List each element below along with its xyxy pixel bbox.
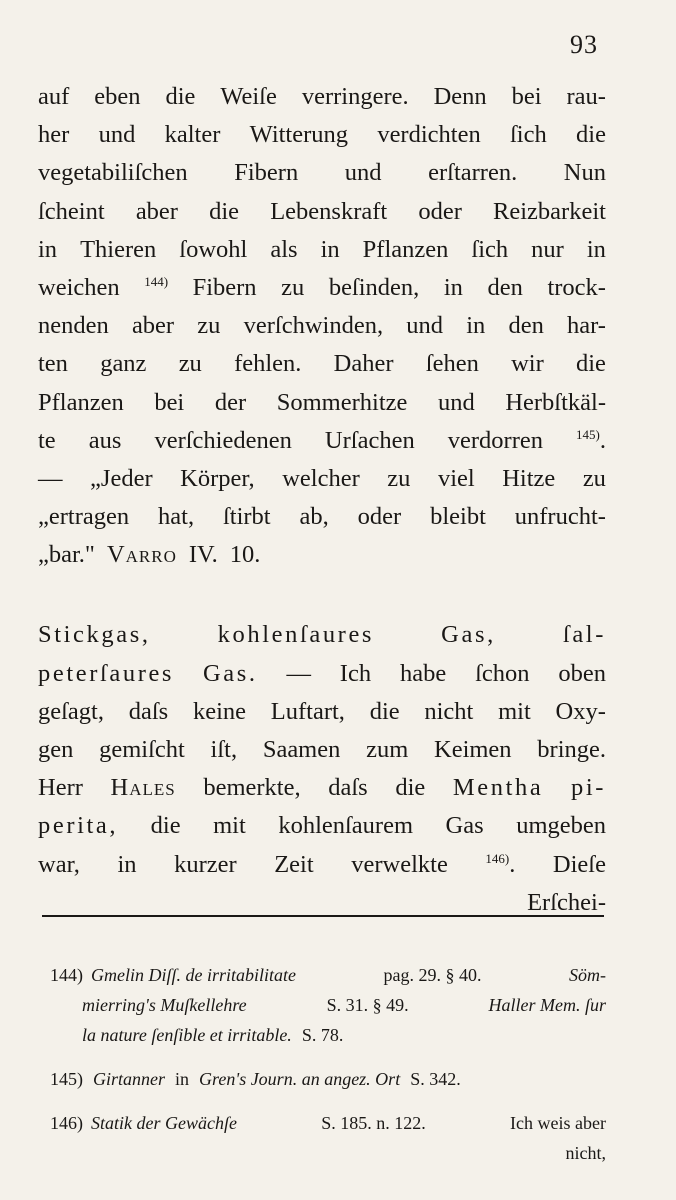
word: ſtirbt <box>222 503 271 531</box>
catchword: Erſchei- <box>527 888 606 916</box>
word: perita, <box>38 812 119 840</box>
word: har- <box>567 312 606 340</box>
word: zu <box>178 350 202 378</box>
word: Körper, <box>180 464 255 492</box>
page-number: 93 <box>570 30 598 59</box>
footnote-text: S. 342. <box>410 1069 461 1089</box>
word: nur <box>531 235 564 263</box>
word: Hitze <box>502 464 556 492</box>
word: Reizbarkeit <box>493 197 606 225</box>
footnote-text: Söm- <box>569 965 606 985</box>
word: ab, <box>299 503 329 531</box>
word: trock- <box>547 273 606 301</box>
footnotes <box>50 960 606 1168</box>
word: und <box>437 388 475 416</box>
word: die <box>576 350 606 378</box>
footnote-gap <box>50 1050 606 1064</box>
text-line <box>38 807 606 845</box>
word: zum <box>366 736 409 763</box>
word: Witterung <box>249 121 349 149</box>
word: kohlenſaures <box>217 621 375 649</box>
text-line <box>38 345 606 383</box>
paragraph-gap <box>38 574 606 616</box>
word: „Jeder <box>90 464 153 492</box>
word: gen <box>38 736 74 763</box>
word: nenden <box>38 312 109 340</box>
word: in <box>320 235 340 263</box>
word: bleibt <box>430 503 486 531</box>
word: verdichten <box>377 121 481 149</box>
word: aber <box>135 197 178 225</box>
word: in <box>443 273 463 301</box>
word: Denn <box>433 83 487 110</box>
word: nicht <box>424 697 474 725</box>
word: ſchon <box>475 659 530 687</box>
word: auf <box>38 83 70 110</box>
word: oder <box>418 197 462 225</box>
footnote-text: la nature ſenſible et irritable. <box>82 1025 292 1045</box>
word: vegetabiliſchen <box>38 159 188 187</box>
footnote-rule <box>42 915 604 917</box>
word: 10. <box>229 541 261 569</box>
word: Weiſe <box>220 83 277 110</box>
word: ſcheint <box>38 197 105 225</box>
text-line <box>38 384 606 422</box>
word: — <box>286 659 311 687</box>
word: die <box>395 774 426 802</box>
footnote-text: nicht, <box>565 1143 606 1163</box>
word: hat, <box>158 503 195 531</box>
word: zu <box>281 273 305 301</box>
word: Ich <box>339 659 372 687</box>
word: te <box>38 426 56 454</box>
word: $^{145)}$. <box>576 426 606 454</box>
footnote-number: 145) <box>50 1069 83 1089</box>
word: IV. <box>188 541 218 569</box>
footnote-text: mierring's Muſkellehre <box>82 995 247 1015</box>
word: Daher <box>333 350 394 378</box>
footnote-text: pag. 29. § 40. <box>383 965 482 985</box>
text-line <box>38 422 606 460</box>
word: verringere. <box>301 83 409 110</box>
word: bei <box>154 388 185 416</box>
text-line <box>38 731 606 769</box>
word: geſagt, <box>38 697 104 725</box>
text-line <box>38 460 606 498</box>
word: verſchwinden, <box>243 312 384 340</box>
word: zu <box>387 464 411 492</box>
word: erſtarren. <box>428 159 518 187</box>
word: Herr <box>38 774 83 802</box>
text-line <box>38 78 606 116</box>
word: der <box>214 388 247 416</box>
word: die <box>209 197 240 225</box>
word: weichen <box>38 273 120 301</box>
word: gemiſcht <box>99 736 185 763</box>
word: und <box>98 121 136 149</box>
footnote-text: S. 78. <box>301 1025 344 1045</box>
word: Gas. <box>202 659 258 687</box>
word: verdorren <box>447 426 543 454</box>
text-line <box>38 693 606 731</box>
word: Hales <box>110 774 176 802</box>
word: Fibern <box>234 159 299 187</box>
word: mit <box>213 812 246 840</box>
word: Nun <box>563 159 606 187</box>
footnote-number: 144) <box>50 965 83 985</box>
word: Thieren <box>80 235 157 263</box>
word: eben <box>94 83 141 110</box>
text-line <box>38 769 606 807</box>
footnote-text: in <box>175 1069 190 1089</box>
word: ſehen <box>425 350 479 378</box>
word: verſchiedenen <box>154 426 292 454</box>
word: bringe. <box>537 736 606 763</box>
word: Keimen <box>434 736 512 763</box>
word: Herbſtkäl- <box>505 388 606 416</box>
word: bemerkte, <box>203 774 301 802</box>
word: Luftart, <box>270 697 345 725</box>
word: fehlen. <box>234 350 302 378</box>
word: pi- <box>570 774 606 802</box>
footnote-144-line-1 <box>50 960 606 990</box>
word: in <box>38 235 58 263</box>
word: bei <box>511 83 542 110</box>
word: „bar." <box>38 541 95 569</box>
word: kalter <box>164 121 221 149</box>
word: Varro <box>106 541 177 569</box>
text-line <box>38 616 606 654</box>
text-line <box>38 498 606 536</box>
word: rau- <box>566 83 606 110</box>
word: in <box>586 235 606 263</box>
word: aus <box>88 426 122 454</box>
main-text <box>38 78 606 922</box>
text-line <box>38 193 606 231</box>
word: zu <box>582 464 606 492</box>
word: zu <box>197 312 221 340</box>
word: — <box>38 464 63 492</box>
word: „ertragen <box>38 503 130 531</box>
word: ſal- <box>562 621 606 649</box>
word: mit <box>498 697 531 725</box>
word: Stickgas, <box>38 621 151 649</box>
footnote-146-line-1 <box>50 1108 606 1138</box>
word: peterſaures <box>38 659 175 687</box>
word: Gas, <box>441 621 496 649</box>
word: ſowohl <box>179 235 248 263</box>
word: die <box>369 697 400 725</box>
word: in <box>466 312 486 340</box>
word: oben <box>558 659 606 687</box>
word: kurzer <box>174 850 237 878</box>
word: und <box>406 312 444 340</box>
text-line <box>38 536 606 574</box>
word: verwelkte <box>351 850 448 878</box>
word: Pflanzen <box>362 235 449 263</box>
word: her <box>38 121 70 149</box>
footnote-145-line-1 <box>50 1064 606 1094</box>
word: Fibern <box>192 273 257 301</box>
text-line <box>38 269 606 307</box>
word: unfrucht- <box>514 503 606 531</box>
word: $^{146)}$. <box>485 850 516 878</box>
word: den <box>508 312 544 340</box>
word: ſich <box>471 235 509 263</box>
word: die <box>165 83 196 110</box>
word: keine <box>192 697 247 725</box>
word: Mentha <box>452 774 544 802</box>
word: Sommerhitze <box>276 388 408 416</box>
footnote-text: Ich weis aber <box>510 1113 606 1133</box>
word: Gas <box>445 812 484 840</box>
footnote-text: S. 31. § 49. <box>326 995 409 1015</box>
word: wir <box>511 350 544 378</box>
word: als <box>270 235 298 263</box>
word: umgeben <box>516 812 606 840</box>
word: aber <box>131 312 175 340</box>
word: beſinden, <box>328 273 420 301</box>
text-line <box>38 655 606 693</box>
word: oder <box>357 503 402 531</box>
word: habe <box>399 659 447 687</box>
word: ſich <box>510 121 547 149</box>
word: Zeit <box>274 850 314 878</box>
paragraph-1 <box>38 78 606 574</box>
word: in <box>117 850 137 878</box>
word: 144) <box>144 273 169 289</box>
word: welcher <box>282 464 360 492</box>
word: Pflanzen <box>38 388 124 416</box>
word: Lebenskraft <box>270 197 388 225</box>
text-line <box>38 116 606 154</box>
text-line <box>38 231 606 269</box>
word: viel <box>437 464 475 492</box>
text-line <box>38 307 606 345</box>
word: ganz <box>100 350 147 378</box>
word: daſs <box>328 774 368 802</box>
word: Dieſe <box>552 850 606 878</box>
word: ten <box>38 350 68 378</box>
footnote-144-line-3 <box>50 1020 606 1050</box>
footnote-146-line-2 <box>50 1138 606 1168</box>
word: Urſachen <box>324 426 415 454</box>
word: Saamen <box>262 736 341 763</box>
footnote-text: S. 185. n. 122. <box>321 1113 426 1133</box>
footnote-text: Gmelin Diſſ. de irritabilitate <box>91 965 296 985</box>
word: war, <box>38 850 80 878</box>
footnote-gap <box>50 1094 606 1108</box>
word: kohlenſaurem <box>278 812 414 840</box>
footnote-text: Gren's Journ. an angez. Ort <box>199 1069 401 1089</box>
footnote-text: Statik der Gewächſe <box>91 1113 237 1133</box>
word: iſt, <box>210 736 238 763</box>
paragraph-2 <box>38 616 606 883</box>
word: Oxy- <box>555 697 606 725</box>
footnote-144-line-2 <box>50 990 606 1020</box>
footnote-text: Haller Mem. ſur <box>488 995 606 1015</box>
word: die <box>150 812 181 840</box>
text-line <box>38 846 606 884</box>
text-line <box>38 154 606 192</box>
footnote-text: Girtanner <box>93 1069 165 1089</box>
word: den <box>487 273 523 301</box>
footnote-number: 146) <box>50 1113 83 1133</box>
word: und <box>344 159 382 187</box>
word: daſs <box>128 697 169 725</box>
word: die <box>576 121 606 149</box>
